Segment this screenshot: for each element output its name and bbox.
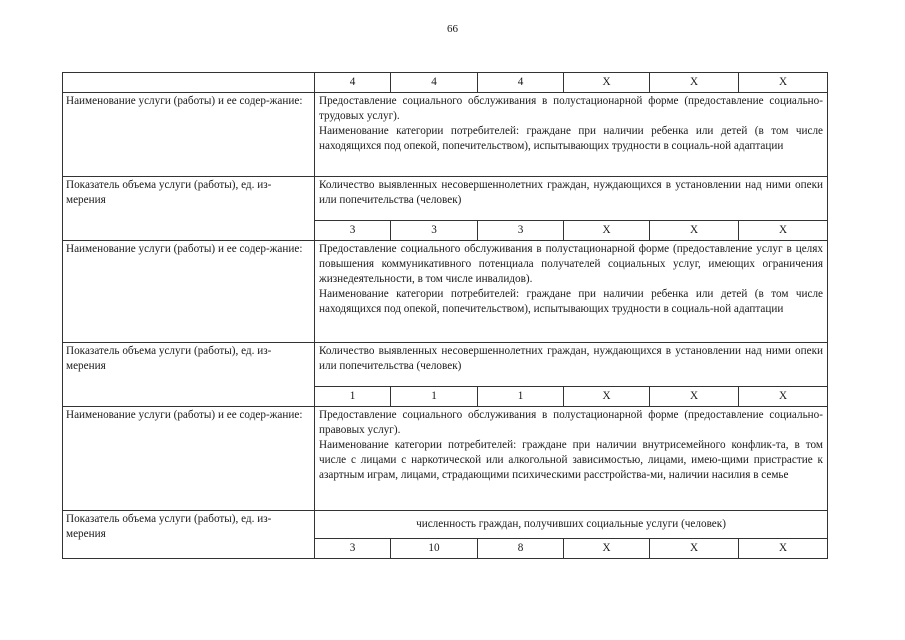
value-cell: Х (650, 539, 739, 559)
value-cell: Х (564, 539, 650, 559)
value-cell: 4 (391, 73, 478, 93)
service-name-label: Наименование услуги (работы) и ее содер-жание: (63, 93, 315, 177)
empty-cell (63, 73, 315, 93)
indicator-text: численность граждан, получивших социальные услуги (человек) (315, 511, 828, 539)
value-cell: 3 (315, 221, 391, 241)
table-row (63, 511, 828, 539)
table-row (63, 93, 828, 177)
service-description (315, 93, 828, 177)
service-text: Предоставление социального обслуживания в полустационарной форме (предоставление социально-трудовых услуг). (319, 95, 823, 122)
value-cell: 1 (391, 387, 478, 407)
table-row (63, 177, 828, 221)
consumer-category-text: Наименование категории потребителей: граждане при наличии ребенка или детей (в том числе находящихся под опекой, попечительством), испытывающих трудности в социаль-ной адаптации (319, 125, 823, 152)
value-cell: Х (739, 387, 828, 407)
indicator-label: Показатель объема услуги (работы), ед. из-мерения (63, 511, 315, 559)
value-cell: Х (739, 221, 828, 241)
value-cell: Х (564, 221, 650, 241)
indicator-text: Количество выявленных несовершеннолетних граждан, нуждающихся в установлении над ними опеки или попечительства (человек) (315, 343, 828, 387)
value-cell: 4 (478, 73, 564, 93)
page-number: 66 (447, 23, 458, 35)
service-text: Предоставление социального обслуживания в полустационарной форме (предоставление социально-правовых услуг). (319, 409, 823, 436)
value-cell: Х (650, 221, 739, 241)
service-description (315, 407, 828, 511)
indicator-label: Показатель объема услуги (работы), ед. из-мерения (63, 177, 315, 241)
consumer-category-text: Наименование категории потребителей: граждане при наличии внутрисемейного конфлик-та, в том числе с лицами с наркотической или алкогольной зависимостью, лицами, имею-щими пристрастие к азартным играм, лицами, страдающими психическими расстройства-ми, наличии насилия в семье (319, 439, 823, 481)
value-cell: Х (564, 73, 650, 93)
services-table (62, 72, 828, 559)
service-name-label: Наименование услуги (работы) и ее содер-жание: (63, 407, 315, 511)
indicator-label: Показатель объема услуги (работы), ед. из-мерения (63, 343, 315, 407)
service-name-label: Наименование услуги (работы) и ее содер-жание: (63, 241, 315, 343)
value-cell: 8 (478, 539, 564, 559)
table-row (63, 343, 828, 387)
consumer-category-text: Наименование категории потребителей: граждане при наличии ребенка или детей (в том числе находящихся под опекой, попечительством), испытывающих трудности в социаль-ной адаптации (319, 288, 823, 315)
value-cell: 3 (315, 539, 391, 559)
value-cell: 4 (315, 73, 391, 93)
value-cell: 1 (315, 387, 391, 407)
value-cell: 3 (391, 221, 478, 241)
value-cell: 3 (478, 221, 564, 241)
value-cell: Х (739, 539, 828, 559)
indicator-text: Количество выявленных несовершеннолетних граждан, нуждающихся в установлении над ними опеки или попечительства (человек) (315, 177, 828, 221)
table-row (63, 73, 828, 93)
table-row (63, 407, 828, 511)
value-cell: Х (564, 387, 650, 407)
service-description (315, 241, 828, 343)
service-text: Предоставление социального обслуживания в полустационарной форме (предоставление услуг в целях повышения коммуникативного потенциала получателей социальных услуг, имеющих ограничения жизнедеятельности, в том числе инвалидов). (319, 243, 823, 285)
value-cell: Х (650, 73, 739, 93)
value-cell: Х (739, 73, 828, 93)
value-cell: Х (650, 387, 739, 407)
table-row (63, 241, 828, 343)
value-cell: 1 (478, 387, 564, 407)
value-cell: 10 (391, 539, 478, 559)
